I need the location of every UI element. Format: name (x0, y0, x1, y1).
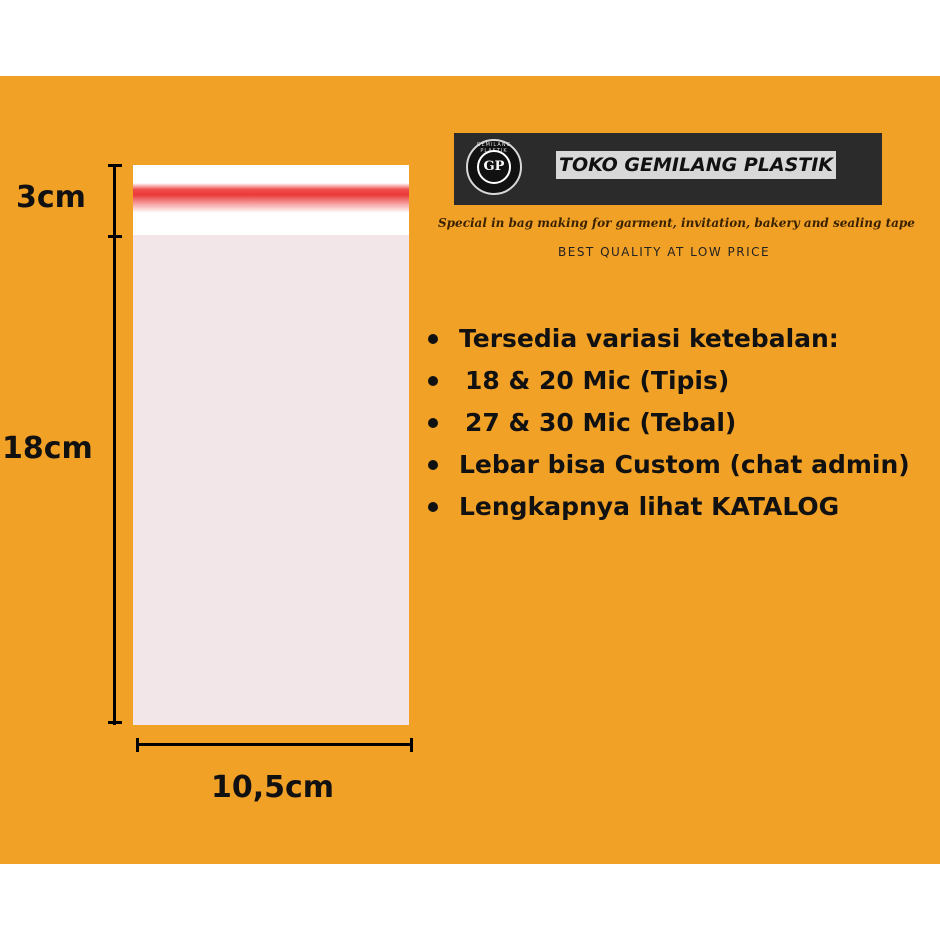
dimension-tick-flap (108, 235, 122, 238)
logo-initials: GP (477, 150, 511, 184)
feature-text: Tersedia variasi ketebalan: (459, 324, 839, 353)
height-dimension-line (113, 165, 116, 725)
bullet-icon (428, 376, 438, 386)
dimension-tick-right (410, 738, 413, 752)
logo-ring-text: GEMILANG PLASTIK (476, 142, 512, 154)
feature-text: 18 & 20 Mic (Tipis) (465, 366, 730, 395)
bullet-icon (428, 460, 438, 470)
flap-dimension-label: 3cm (16, 180, 86, 215)
gp-logo-icon (466, 139, 522, 195)
bullet-icon (428, 418, 438, 428)
feature-text: 27 & 30 Mic (Tebal) (465, 408, 737, 437)
bullet-icon (428, 334, 438, 344)
quality-slogan: BEST QUALITY AT LOW PRICE (558, 245, 771, 259)
length-dimension-label: 18cm (2, 431, 93, 466)
store-name: TOKO GEMILANG PLASTIK (556, 151, 836, 179)
width-dimension-line (137, 743, 413, 746)
feature-text: Lebar bisa Custom (chat admin) (459, 450, 910, 479)
store-tagline: Special in bag making for garment, invitation, bakery and sealing tape (438, 216, 915, 230)
bullet-icon (428, 502, 438, 512)
feature-text: Lengkapnya lihat KATALOG (459, 492, 840, 521)
dimension-tick-bottom (108, 721, 122, 724)
plastic-bag-illustration (133, 165, 409, 725)
width-dimension-label: 10,5cm (211, 770, 335, 805)
adhesive-tape-strip (133, 183, 409, 213)
dimension-tick-left (136, 738, 139, 752)
dimension-tick-top (108, 164, 122, 167)
bag-flap (133, 165, 409, 235)
